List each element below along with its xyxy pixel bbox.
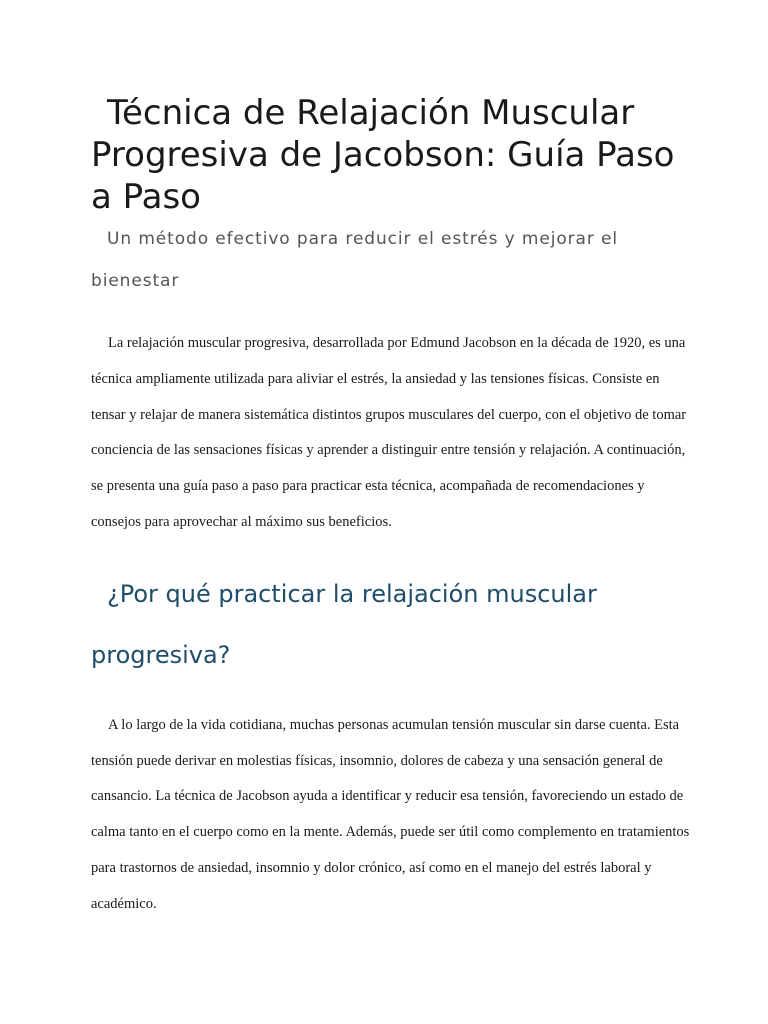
section-paragraph-why-practice: A lo largo de la vida cotidiana, muchas personas acumulan tensión muscular sin darse cuenta. Esta tensión puede derivar en molestias físicas, insomnio, dolores de cabeza y una sensación general de cansancio. La técnica de Jacobson ayuda a identificar y reducir esa tensión, favoreciendo un estado de calma tanto en el cuerpo como en la mente. Además, puede ser útil como complemento en tratamientos para trastornos de ansiedad, insomnio y dolor crónico, así como en el manejo del estrés laboral y académico. xyxy=(91,716,690,912)
document-title: Técnica de Relajación Muscular Progresiva de Jacobson: Guía Paso a Paso xyxy=(91,93,675,217)
document-subtitle: Un método efectivo para reducir el estrés y mejorar el bienestar xyxy=(91,229,619,291)
intro-paragraph: La relajación muscular progresiva, desarrollada por Edmund Jacobson en la década de 1920, es una técnica ampliamente utilizada para aliviar el estrés, la ansiedad y las tensiones físicas. Consiste en tensar y relajar de manera sistemática distintos grupos musculares del cuerpo, con el objetivo de tomar conciencia de las sensaciones físicas y aprender a distinguir entre tensión y relajación. A continuación, se presenta una guía paso a paso para practicar esta técnica, acompañada de recomendaciones y consejos para aprovechar al máximo sus beneficios. xyxy=(91,335,687,530)
section-heading-why-practice: ¿Por qué practicar la relajación muscular progresiva? xyxy=(91,579,597,669)
document-page xyxy=(91,92,691,923)
